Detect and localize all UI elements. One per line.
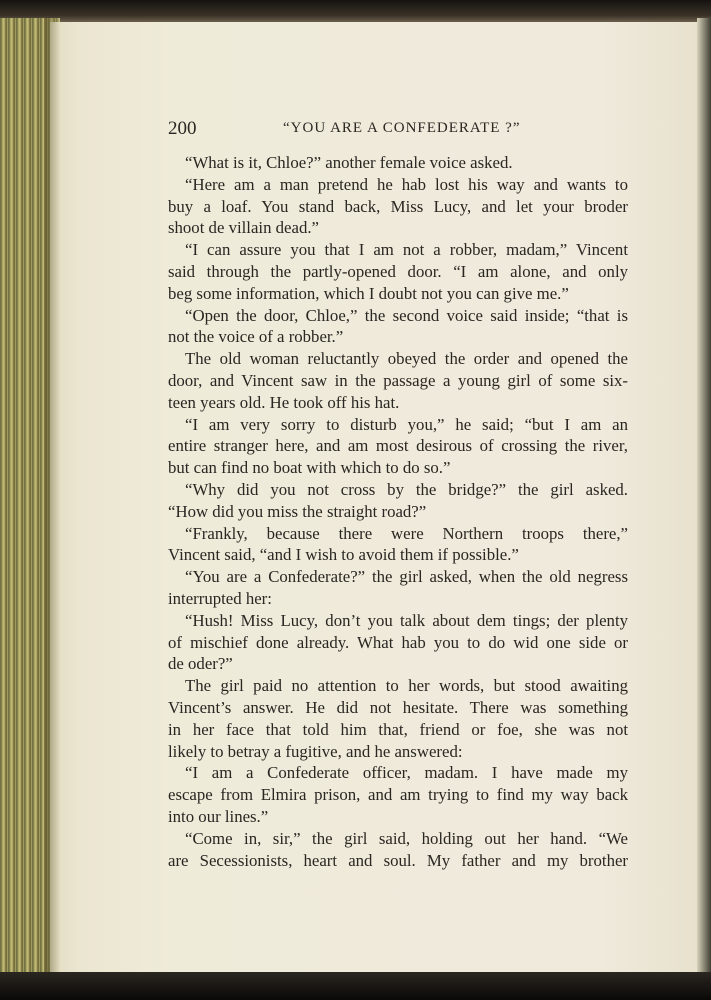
page-number: 200 bbox=[168, 118, 197, 139]
text-line: said through the partly-opened door. “I am alone, and only bbox=[168, 261, 628, 281]
text-line: beg some information, which I doubt not you can give me.” bbox=[168, 283, 569, 303]
text-line: “Why did you not cross by the bridge?” the girl asked. bbox=[185, 479, 628, 499]
text-line: “Here am a man pretend he hab lost his way and wants to bbox=[185, 174, 628, 194]
text-line: entire stranger here, and am most desirous of crossing the river, bbox=[168, 436, 628, 456]
text-line: into our lines.” bbox=[168, 806, 269, 826]
text-line: “How did you miss the straight road?” bbox=[168, 501, 427, 521]
text-line: The girl paid no attention to her words, but stood awaiting bbox=[185, 676, 628, 696]
text-line: “Open the door, Chloe,” the second voice said inside; “that is bbox=[185, 305, 628, 325]
book-right-edge bbox=[697, 18, 711, 978]
text-line: not the voice of a robber.” bbox=[168, 327, 344, 347]
text-line: “I am very sorry to disturb you,” he said; “but I am an bbox=[185, 414, 628, 434]
text-line: de oder?” bbox=[168, 654, 233, 674]
running-head: “YOU ARE A CONFEDERATE ?” bbox=[283, 120, 521, 136]
page-header bbox=[168, 118, 628, 144]
text-line: shoot de villain dead.” bbox=[168, 218, 319, 238]
text-line: “You are a Confederate?” the girl asked, when the old negress bbox=[185, 567, 628, 587]
text-line: Vincent said, “and I wish to avoid them if possible.” bbox=[168, 545, 519, 565]
text-line: teen years old. He took off his hat. bbox=[168, 392, 400, 412]
text-line: “I am a Confederate officer, madam. I have made my bbox=[185, 763, 628, 783]
text-line: likely to betray a fugitive, and he answered: bbox=[168, 741, 463, 761]
text-line: buy a loaf. You stand back, Miss Lucy, and let your broder bbox=[168, 196, 628, 216]
text-line: in her face that told him that, friend or foe, she was not bbox=[168, 719, 628, 739]
text-line: “Frankly, because there were Northern troops there,” bbox=[185, 523, 628, 543]
text-line: “Come in, sir,” the girl said, holding out her hand. “We bbox=[185, 828, 628, 848]
text-line: “Hush! Miss Lucy, don’t you talk about dem tings; der plenty bbox=[185, 610, 628, 630]
text-line: “I can assure you that I am not a robber, madam,” Vincent bbox=[185, 240, 628, 260]
text-line: “What is it, Chloe?” another female voice asked. bbox=[185, 153, 513, 172]
text-line: escape from Elmira prison, and am trying to find my way back bbox=[168, 785, 628, 805]
body-text bbox=[168, 152, 628, 871]
book-top-edge bbox=[0, 0, 711, 22]
text-line: of mischief done already. What hab you to do wid one side or bbox=[168, 632, 628, 652]
text-line: are Secessionists, heart and soul. My father and my brother bbox=[168, 850, 628, 870]
text-line: door, and Vincent saw in the passage a young girl of some six- bbox=[168, 370, 628, 390]
text-line: interrupted her: bbox=[168, 588, 272, 608]
text-line: but can find no boat with which to do so.” bbox=[168, 458, 451, 478]
text-line: The old woman reluctantly obeyed the order and opened the bbox=[185, 349, 628, 369]
text-line: Vincent’s answer. He did not hesitate. There was something bbox=[168, 697, 628, 717]
gutter-shadow bbox=[44, 18, 60, 978]
book-bottom-edge bbox=[0, 972, 711, 1000]
